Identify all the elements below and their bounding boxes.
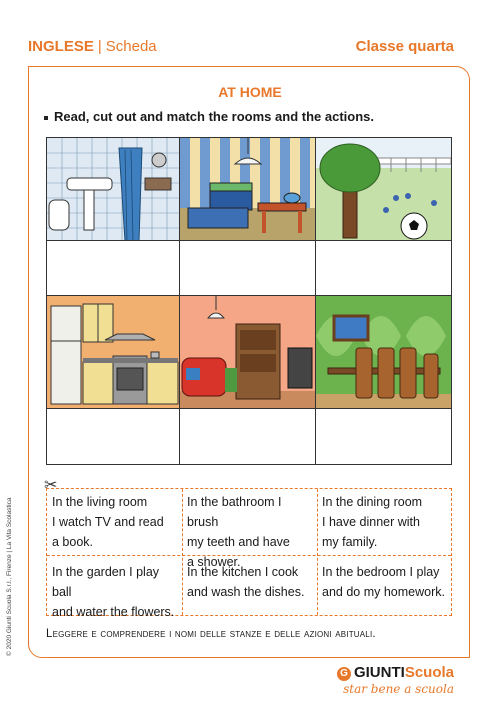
action-card[interactable]	[47, 489, 182, 555]
answer-box[interactable]	[46, 240, 181, 297]
kitchen-picture	[46, 295, 181, 410]
living-room-picture	[179, 295, 317, 410]
bullet-icon	[44, 116, 48, 120]
card-text: In the living room	[52, 495, 148, 509]
header-separator: |	[97, 38, 102, 55]
grade-label: Classe quarta	[355, 38, 454, 55]
card-text: a shower.	[187, 555, 241, 569]
garden-icon	[316, 138, 451, 241]
card-text: I have dinner with	[322, 515, 420, 529]
logo-g-icon: G	[337, 667, 351, 681]
card-text: I watch TV and read	[52, 515, 164, 529]
action-card[interactable]	[317, 559, 451, 605]
logo-name	[337, 664, 454, 681]
answer-box[interactable]	[315, 240, 452, 297]
dining-room-picture	[315, 295, 452, 410]
card-text: In the dining room	[322, 495, 423, 509]
card-text: my family.	[322, 535, 378, 549]
dining-room-icon	[316, 296, 451, 409]
instruction	[44, 109, 374, 124]
learning-objective: Leggere e comprendere i nomi delle stanze e delle azioni abituali.	[46, 628, 376, 640]
page-title: AT HOME	[218, 84, 282, 100]
card-text: In the bathroom I brush	[187, 495, 282, 529]
card-text: In the kitchen I cook	[187, 565, 299, 579]
giunti-logo	[337, 664, 454, 696]
scissors-icon: ✂	[44, 477, 58, 494]
card-text: In the garden I play ball	[52, 565, 160, 599]
instruction-text: Read, cut out and match the rooms and the actions.	[54, 109, 374, 124]
subject-header	[28, 38, 157, 55]
cutout-cards	[46, 488, 452, 619]
bedroom-icon	[180, 138, 316, 241]
action-card[interactable]	[47, 559, 182, 625]
logo-brand: GIUNTI	[353, 664, 405, 681]
bathroom-icon	[47, 138, 180, 241]
card-text: and wash the dishes.	[187, 585, 305, 599]
bedroom-picture	[179, 137, 317, 242]
card-text: and water the flowers.	[52, 605, 175, 619]
card-text: In the bedroom I play	[322, 565, 440, 579]
kitchen-icon	[47, 296, 180, 409]
copyright-text: © 2020 Giunti Scuola S.r.l., Firenze | La Vita Scolastica	[6, 497, 13, 656]
answer-box[interactable]	[179, 240, 317, 297]
answer-box[interactable]	[46, 408, 181, 465]
action-card[interactable]	[317, 489, 451, 555]
card-text: a book.	[52, 535, 94, 549]
card-text: my teeth and have	[187, 535, 290, 549]
bathroom-picture	[46, 137, 181, 242]
action-card[interactable]	[182, 559, 317, 605]
garden-picture	[315, 137, 452, 242]
card-text: and do my homework.	[322, 585, 445, 599]
subject-label: INGLESE	[28, 38, 94, 55]
answer-box[interactable]	[315, 408, 452, 465]
answer-box[interactable]	[179, 408, 317, 465]
logo-brand-scuola: Scuola	[404, 664, 454, 681]
section-label: Scheda	[105, 38, 157, 55]
logo-tagline: star bene a scuola	[343, 682, 454, 696]
living-room-icon	[180, 296, 316, 409]
